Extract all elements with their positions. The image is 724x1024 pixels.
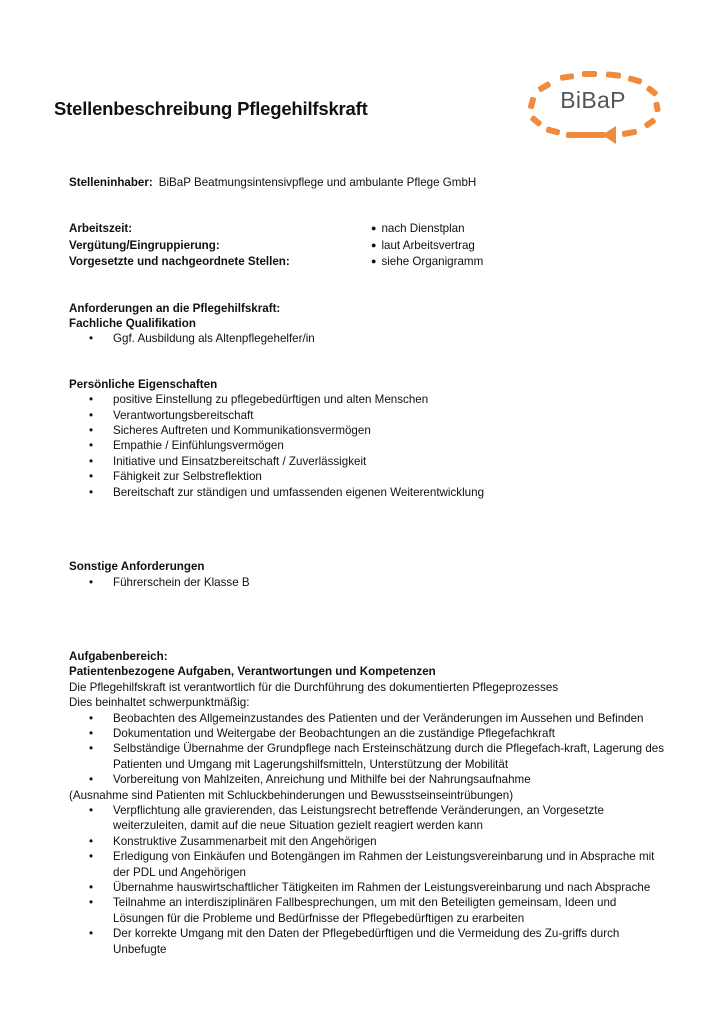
list-item: • Bereitschaft zur ständigen und umfassenden eigenen Weiterentwicklung	[69, 485, 669, 500]
meta-label: Vergütung/Eingruppierung:	[69, 238, 220, 252]
list-item: • Konstruktive Zusammenarbeit mit den Angehörigen	[69, 834, 669, 849]
meta-value: ● siehe Organigramm	[371, 254, 483, 270]
meta-value: ● nach Dienstplan	[371, 221, 465, 237]
job-holder	[69, 175, 669, 190]
other-list	[69, 575, 669, 590]
meta-row	[69, 238, 669, 254]
list-item: • Ggf. Ausbildung als Altenpflegehelfer/in	[69, 331, 669, 346]
tasks-intro-2: Dies beinhaltet schwerpunktmäßig:	[69, 696, 250, 710]
list-item: • Fähigkeit zur Selbstreflektion	[69, 469, 669, 484]
qualification-heading: Fachliche Qualifikation	[69, 317, 196, 331]
logo-wordmark: BiBaP	[560, 87, 626, 113]
list-item: • Vorbereitung von Mahlzeiten, Anreichung und Mithilfe bei der Nahrungsaufnahme	[69, 772, 669, 787]
list-item: • positive Einstellung zu pflegebedürftigen und alten Menschen	[69, 392, 669, 407]
document-body	[69, 175, 669, 957]
list-item: • Verantwortungsbereitschaft	[69, 408, 669, 423]
meta-value: ● laut Arbeitsvertrag	[371, 238, 475, 254]
page-title: Stellenbeschreibung Pflegehilfskraft	[54, 98, 368, 119]
tasks-intro-1: Die Pflegehilfskraft ist verantwortlich für die Durchführung des dokumentierten Pflegeprozesses	[69, 680, 559, 694]
qualification-list	[69, 331, 669, 346]
tasks-subheading: Patientenbezogene Aufgaben, Verantwortungen und Kompetenzen	[69, 665, 436, 679]
tasks-heading: Aufgabenbereich:	[69, 649, 168, 663]
list-item: • Der korrekte Umgang mit den Daten der Pflegebedürftigen und die Vermeidung des Zu-griffs durch Unbefugte	[69, 926, 669, 957]
list-item: • Empathie / Einfühlungsvermögen	[69, 438, 669, 453]
list-item: • Beobachten des Allgemeinzustandes des Patienten und der Veränderungen im Aussehen und Befinden	[69, 711, 669, 726]
list-item: • Selbständige Übernahme der Grundpflege nach Ersteinschätzung durch die Pflegefach-kraft, Lagerung des Patienten und Umgang mit Lagerungshilfsmitteln, Unterstützung der Mobilität	[69, 741, 669, 772]
personal-heading: Persönliche Eigenschaften	[69, 377, 218, 391]
list-item: • Teilnahme an interdisziplinären Fallbesprechungen, um mit den Beteiligten gemeinsam, Ideen und Lösungen für die Probleme und Bedürfnisse der Pflegebedürftigen zu erarbeiten	[69, 895, 669, 926]
job-holder-label: Stelleninhaber:	[69, 176, 153, 189]
other-heading: Sonstige Anforderungen	[69, 560, 205, 574]
list-item: • Verpflichtung alle gravierenden, das Leistungsrecht betreffende Veränderungen, an Vorgesetzte weiterzuleiten, damit auf die neue Situation gezielt reagiert werden kann	[69, 803, 669, 834]
meta-label: Vorgesetzte und nachgeordnete Stellen:	[69, 255, 290, 269]
meta-table	[69, 221, 669, 270]
list-item: • Sicheres Auftreten und Kommunikationsvermögen	[69, 423, 669, 438]
tasks-list-b	[69, 803, 669, 957]
tasks-list-a	[69, 711, 669, 788]
requirements-heading: Anforderungen an die Pflegehilfskraft:	[69, 301, 281, 315]
list-item: • Erledigung von Einkäufen und Botengängen im Rahmen der Leistungsvereinbarung und in Absprache mit der PDL und Angehörigen	[69, 849, 669, 880]
personal-list	[69, 392, 669, 500]
list-item: • Führerschein der Klasse B	[69, 575, 669, 590]
list-item: • Übernahme hauswirtschaftlicher Tätigkeiten im Rahmen der Leistungsvereinbarung und nach Absprache	[69, 880, 669, 895]
list-item: • Dokumentation und Weitergabe der Beobachtungen an die zuständige Pflegefachkraft	[69, 726, 669, 741]
meta-label: Arbeitszeit:	[69, 222, 133, 236]
tasks-note: (Ausnahme sind Patienten mit Schluckbehinderungen und Bewusstseinseintrübungen)	[69, 788, 514, 802]
meta-row	[69, 221, 669, 237]
meta-row	[69, 254, 669, 270]
company-logo	[522, 68, 664, 144]
job-holder-value: BiBaP Beatmungsintensivpflege und ambulante Pflege GmbH	[158, 176, 477, 189]
list-item: • Initiative und Einsatzbereitschaft / Zuverlässigkeit	[69, 454, 669, 469]
